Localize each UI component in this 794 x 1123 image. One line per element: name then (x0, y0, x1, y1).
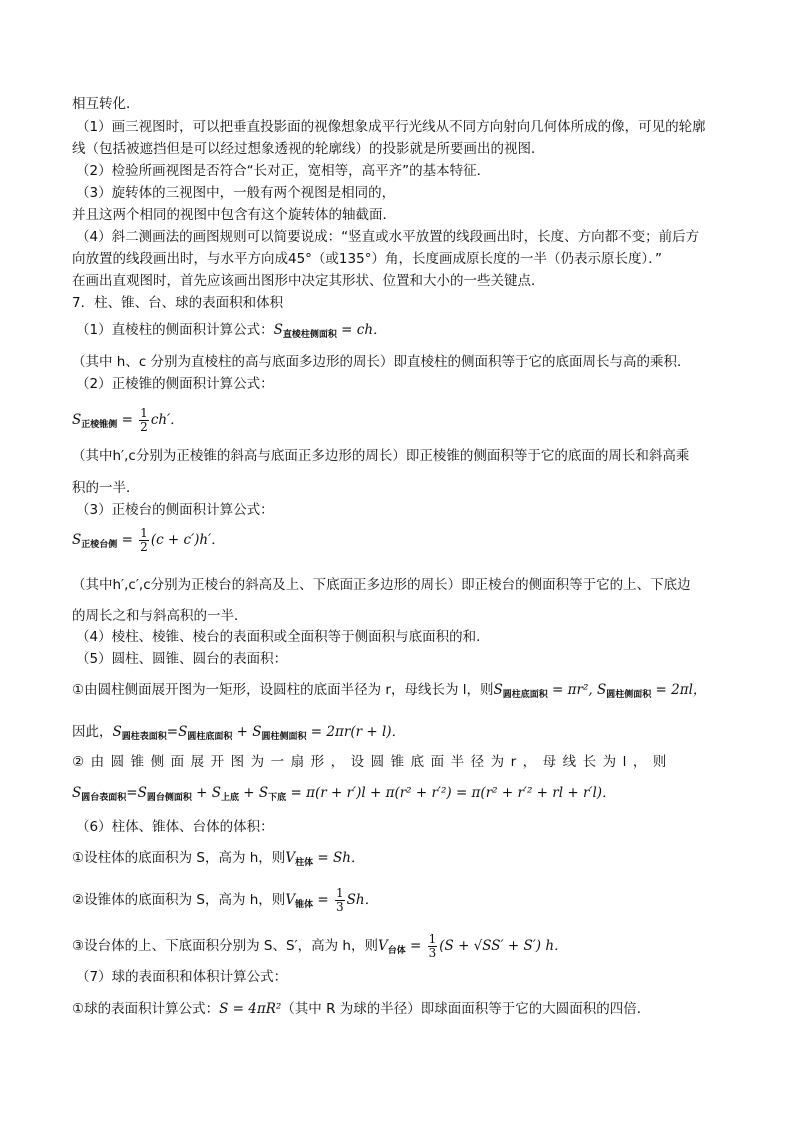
subscript: 直棱柱侧面积 (282, 330, 337, 340)
formula-line: $S_{正棱台侧}$ = $\frac{1}{2}$ (c + c′)h′． (72, 525, 225, 554)
formula: = 2πr(r + l)． (306, 724, 406, 740)
formula: (S + √SS′ + S′) h． (439, 938, 568, 954)
text-line: 在画出直观图时，首先应该画出图形中决定其形状、位置和大小的一些关键点． (72, 273, 545, 289)
subscript: 圆柱侧面积 (606, 690, 652, 700)
formula-line: 因此，$S_{圆柱表面积}=S_{圆柱底面积} + S_{圆柱侧面积} = 2\pi r(r + l)$． (72, 724, 406, 742)
fraction: $\frac{1}{3}$ (335, 885, 344, 914)
formula-line: ③设台体的上、下底面积分别为 S、S′，高为 h，则$V_{台体}$ = $\frac{1}{3}$ (S + √SS′ + S′) h． (72, 931, 568, 960)
subscript: 圆柱底面积 (187, 732, 233, 742)
subscript: 锥体 (295, 900, 314, 910)
text-line: （4）棱柱、棱锥、棱台的表面积或全面积等于侧面积与底面积的和． (76, 629, 490, 645)
text: ①球的表面积计算公式： (72, 1001, 220, 1017)
text-line: （2）检验所画视图是否符合“长对正，宽相等，高平齐”的基本特征． (76, 163, 491, 179)
subscript: 圆柱底面积 (502, 690, 548, 700)
text-line: （6）柱体、锥体、台体的体积： (76, 819, 274, 835)
text-line: 线（包括被遮挡但是可以经过想象透视的轮廓线）的投影就是所要画出的视图． (72, 141, 545, 157)
formula: (c + c′)h′． (150, 532, 225, 548)
subscript: 圆台侧面积 (146, 793, 192, 803)
subscript: 圆柱侧面积 (261, 732, 307, 742)
text-line: （1）画三视图时，可以把垂直投影面的视像想象成平行光线从不同方向射向几何体所成的像，可见的轮廓 (76, 119, 706, 135)
formula-line: ②设锥体的底面积为 S，高为 h，则$V_{锥体}$ = $\frac{1}{3}$ Sh． (72, 885, 379, 914)
text-line: （5）圆柱、圆锥、圆台的表面积： (76, 651, 288, 667)
formula-line: ①由圆柱侧面展开图为一矩形，设圆柱的底面半径为 r，母线长为 l，则$S_{圆柱底面积} = \pi r^2$, $S_{圆柱侧面积} = 2\pi l$， (72, 682, 707, 700)
formula: = ch． (341, 322, 387, 338)
text-line: （3）正棱台的侧面积计算公式： (76, 502, 274, 518)
formula: = 2πl， (651, 682, 707, 698)
text-line: （2）正棱锥的侧面积计算公式： (76, 376, 274, 392)
text-line: 并且这两个相同的视图中包含有这个旋转体的轴截面． (72, 207, 396, 223)
text-line: ②由圆锥侧面展开图为一扇形，设圆锥底面半径为r，母线长为l，则 (72, 754, 673, 770)
formula-line (72, 999, 734, 1019)
formula-line: ①设柱体的底面积为 S，高为 h，则$V_{柱体} = Sh$． (72, 850, 365, 868)
formula: = π(r + r′)l + π(r² + r′²) = π(r² + r′² + rl + r′l)． (286, 785, 616, 801)
formula: = πr², S (547, 682, 607, 698)
subscript: 柱体 (295, 858, 314, 868)
section-heading: 7．柱、锥、台、球的表面积和体积 (72, 295, 284, 311)
text: ②设锥体的底面积为 S，高为 h，则 (72, 892, 286, 908)
text-line: （其中 h、c 分别为直棱柱的高与底面多边形的周长）即直棱柱的侧面积等于它的底面周长与高的乘积． (72, 354, 691, 370)
text-line: 相互转化． (72, 96, 140, 112)
fraction: $\frac{1}{3}$ (428, 931, 437, 960)
text-line: 积的一半． (72, 480, 140, 496)
subscript: 下底 (268, 793, 287, 803)
formula: Sh． (346, 892, 379, 908)
subscript: 上底 (221, 793, 240, 803)
fraction: $\frac{1}{2}$ (140, 405, 148, 434)
formula-line: $S_{正棱锥侧}$ = $\frac{1}{2}$ ch′． (72, 405, 184, 434)
text: ③设台体的上、下底面积分别为 S、S′，高为 h，则 (72, 938, 378, 954)
formula-line: （1）直棱柱的侧面积计算公式：$S_{直棱柱侧面积}$ = ch． (76, 322, 387, 340)
text: 因此， (72, 724, 113, 740)
formula: = Sh． (313, 850, 365, 866)
text-line: （其中h′,c分别为正棱锥的斜高与底面正多边形的周长）即正棱锥的侧面积等于它的底面的周长和斜高乘 (72, 448, 690, 464)
text: ①设柱体的底面积为 S，高为 h，则 (72, 850, 286, 866)
text-line: （4）斜二测画法的画图规则可以简要说成：“竖直或水平放置的线段画出时，长度、方向都不变；前后方 (76, 229, 700, 245)
text-line: （3）旋转体的三视图中，一般有两个视图是相同的， (76, 185, 396, 201)
text-line: 向放置的线段画出时，与水平方向成45°（或135°）角，长度画成原长度的一半（仍表示原长度）．” (72, 251, 662, 267)
subscript: 圆台表面积 (81, 793, 127, 803)
text: （其中 R 为球的半径）即球面面积等于它的大圆面积的四倍． (281, 1001, 651, 1017)
text: ①由圆柱侧面展开图为一矩形，设圆柱的底面半径为 r，母线长为 l，则 (72, 682, 494, 698)
fraction: $\frac{1}{2}$ (140, 525, 148, 554)
subscript: 正棱台侧 (81, 540, 118, 550)
formula-line: $S_{圆台表面积}=S_{圆台侧面积} + S_{上底} + S_{下底} = \pi(r + r')l + \pi(r^2 + r'^2) = \pi(r^2 + r'^2$ + rl + r′l)． (72, 785, 616, 803)
subscript: 圆柱表面积 (121, 732, 167, 742)
formula: ch′． (150, 412, 184, 428)
text-line: （其中h′,c′,c分别为正棱台的斜高及上、下底面正多边形的周长）即正棱台的侧面积等于它的上、下底边 (72, 577, 691, 593)
text: （1）直棱柱的侧面积计算公式： (76, 322, 274, 338)
subscript: 台体 (387, 946, 406, 956)
text-line: （7）球的表面积和体积计算公式： (76, 969, 288, 985)
formula: S = 4πR² (219, 1001, 282, 1017)
subscript: 正棱锥侧 (81, 420, 118, 430)
text-line: 的周长之和与斜高积的一半． (72, 608, 248, 624)
